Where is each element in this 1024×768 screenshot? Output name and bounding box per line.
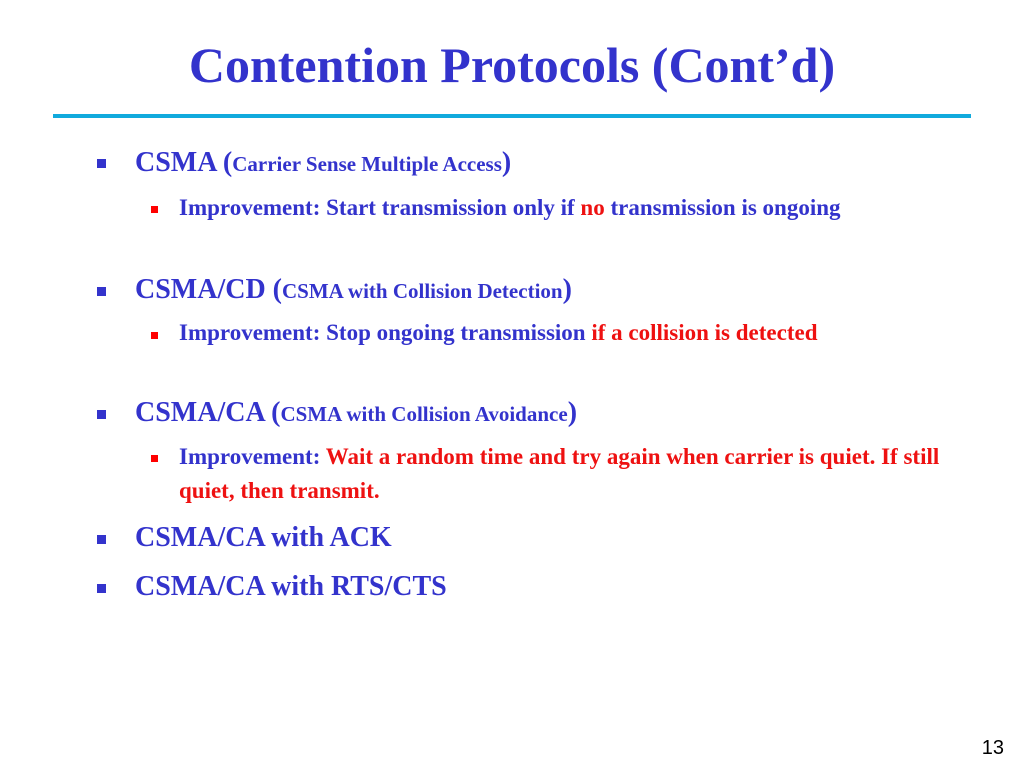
- bullet-csma-ca-rts-cts: CSMA/CA with RTS/CTS: [135, 571, 447, 602]
- improvement-text: Improvement:: [179, 444, 326, 469]
- improvement-text: Improvement: Stop ongoing transmission: [179, 320, 592, 345]
- bullet-csma-ca: [135, 396, 955, 431]
- bullet-csma-ca-detail: CSMA with Collision Avoidance: [280, 402, 568, 426]
- improvement-highlight: Wait a random time and try again when carrier is quiet. If still quiet, then transmit.: [179, 444, 940, 503]
- sub-bullet-marker: [151, 332, 158, 339]
- bullet-csma: [135, 146, 955, 181]
- sub-bullet-marker: [151, 206, 158, 213]
- improvement-text: Improvement: Start transmission only if: [179, 195, 581, 220]
- bullet-marker: [97, 535, 106, 544]
- bullet-csma-label: CSMA (: [135, 147, 233, 178]
- bullet-csma-ca-label: CSMA/CA (: [135, 397, 281, 428]
- bullet-csma-ca-close: ): [567, 397, 578, 428]
- slide-title: Contention Protocols (Cont’d): [188, 37, 836, 93]
- bullet-csma-close: ): [501, 147, 512, 178]
- improvement-highlight: no: [580, 195, 605, 220]
- bullet-marker: [97, 287, 106, 296]
- page-number: 13: [981, 737, 1004, 759]
- bullet-marker: [97, 159, 106, 168]
- sub-bullet-csma-cd-improvement: [179, 316, 959, 350]
- improvement-highlight: if a collision is detected: [591, 320, 818, 345]
- improvement-text-end: transmission is ongoing: [604, 195, 841, 220]
- bullet-csma-cd-close: ): [562, 274, 572, 305]
- sub-bullet-csma-improvement: [179, 191, 959, 225]
- sub-bullet-marker: [151, 455, 158, 462]
- bullet-csma-detail: Carrier Sense Multiple Access: [232, 152, 502, 176]
- bullet-marker: [97, 584, 106, 593]
- bullet-csma-ca-ack: CSMA/CA with ACK: [135, 522, 392, 553]
- bullet-csma-cd-detail: CSMA with Collision Detection: [282, 279, 563, 303]
- bullet-csma-cd-label: CSMA/CD (: [135, 274, 282, 305]
- bullet-csma-cd: [135, 273, 955, 308]
- sub-bullet-csma-ca-improvement: [179, 440, 959, 508]
- bullet-marker: [97, 410, 106, 419]
